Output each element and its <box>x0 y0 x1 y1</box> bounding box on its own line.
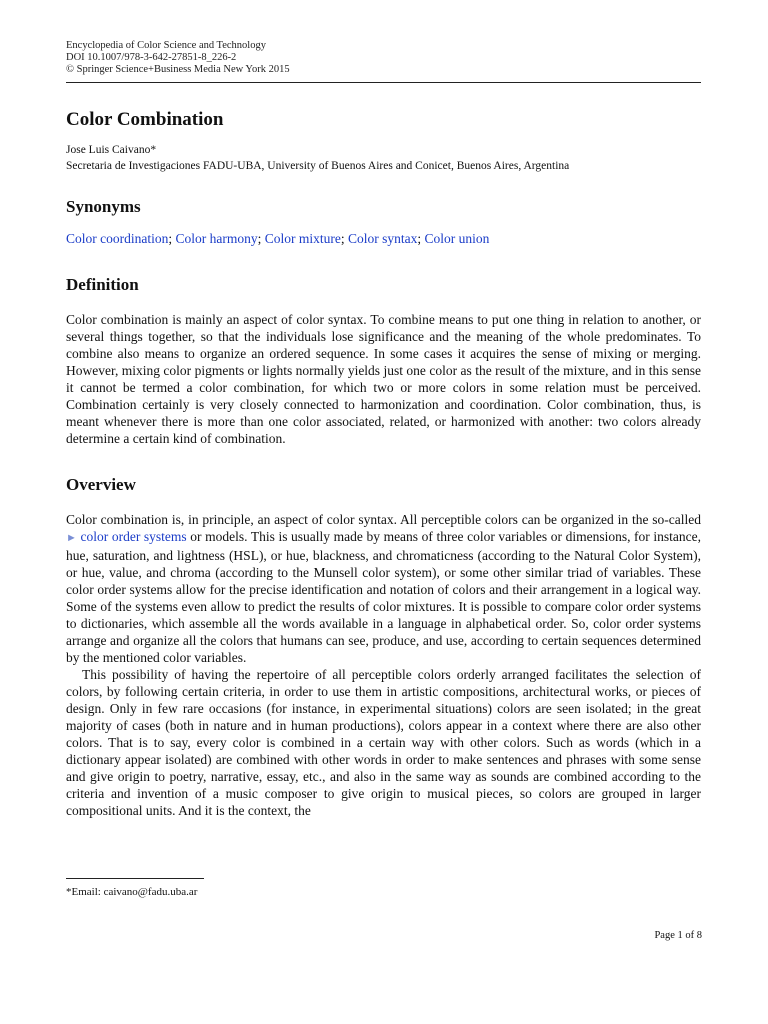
synonyms-list <box>66 231 701 247</box>
header-doi: DOI 10.1007/978-3-642-27851-8_226-2 <box>66 52 237 63</box>
synonym-separator: ; <box>257 231 265 246</box>
synonym-link[interactable]: Color syntax <box>348 231 418 246</box>
header-meta <box>66 40 701 76</box>
color-order-systems-link[interactable]: color order systems <box>80 529 187 544</box>
synonym-link[interactable]: Color mixture <box>264 231 341 246</box>
cross-reference-arrow-icon: ► <box>66 532 77 544</box>
header-copyright: © Springer Science+Business Media New York 2015 <box>66 64 290 75</box>
header-journal: Encyclopedia of Color Science and Technology <box>66 40 266 51</box>
synonym-separator: ; <box>340 231 349 246</box>
overview-heading: Overview <box>66 475 136 494</box>
definition-paragraph: Color combination is mainly an aspect of color syntax. To combine means to put one thing in relation to another, or several things together, so that the individuals lose significance and the meaning of the whole predominates. To combine also means to organize an ordered sequence. In some cases it acquires the sense of mixing or merging. However, mixing color pigments or lights normally yields just one color as the result of the mixture, and in this sense it cannot be termed a color combination, for which two or more colors in some relation must be perceived. Combination certainly is very closely connected to harmonization and coordination. Color combination, thus, is meant whenever there is more than one color associated, related, or harmonized with another: two colors already determine a certain kind of combination. <box>66 312 701 446</box>
overview-paragraph-2: This possibility of having the repertoire of all perceptible colors orderly arranged facilitates the selection of colors, by following certain criteria, in order to use them in artistic compositions, architectural works, or pieces of design. Only in few rare occasions (for instance, in experimental situations) colors are seen isolated; in the great majority of cases (both in nature and in human productions), colors appear in a context where there are also other colors. That is to say, every color is combined in a certain way with other colors. Such as words (which in a dictionary appear isolated) are combined with other words in order to make sentences and phrases with some sense and give origin to poetry, narrative, essay, etc., and also in the same way as sounds are combined according to the criteria and invention of a music composer to give origin to musical pieces, so colors are grouped in larger compositional units. And it is the context, the <box>66 667 701 818</box>
article-title: Color Combination <box>66 109 224 130</box>
definition-heading: Definition <box>66 275 139 294</box>
overview-p1-before: Color combination is, in principle, an aspect of color syntax. All perceptible colors can be organized in the so-called <box>66 512 701 527</box>
overview-p1-after: or models. This is usually made by means of three color variables or dimensions, for instance, hue, saturation, and lightness (HSL), or hue, blackness, and chromaticness (according to the Natural Color System), or hue, value, and chroma (according to the Munsell color system), or some other similar triad of variables. These color order systems allow for the precise identification and notation of colors and their arrangement in a logical way. Some of the systems even allow to predict the results of color mixtures. It is possible to compare color order systems to dictionaries, which assemble all the words available in a language in alphabetical order. So, color order systems arrange and organize all the colors that humans can see, produce, and use, according to certain sequences determined by the mentioned color variables. <box>66 529 701 665</box>
synonym-link[interactable]: Color coordination <box>66 231 169 246</box>
synonym-link[interactable]: Color harmony <box>175 231 258 246</box>
author-name: Jose Luis Caivano* <box>66 144 157 156</box>
synonyms-heading: Synonyms <box>66 197 141 216</box>
synonym-separator: ; <box>417 231 425 246</box>
footnote-email: *Email: caivano@fadu.uba.ar <box>66 886 198 898</box>
synonym-separator: ; <box>168 231 176 246</box>
page-body <box>66 40 701 819</box>
footnote-rule <box>66 878 204 879</box>
overview-paragraph-1 <box>66 511 701 666</box>
header-rule <box>66 82 701 83</box>
synonym-link[interactable]: Color union <box>424 231 490 246</box>
page-number: Page 1 of 8 <box>654 930 702 941</box>
author-affiliation: Secretaria de Investigaciones FADU-UBA, University of Buenos Aires and Conicet, Buenos Aires, Argentina <box>66 160 570 172</box>
